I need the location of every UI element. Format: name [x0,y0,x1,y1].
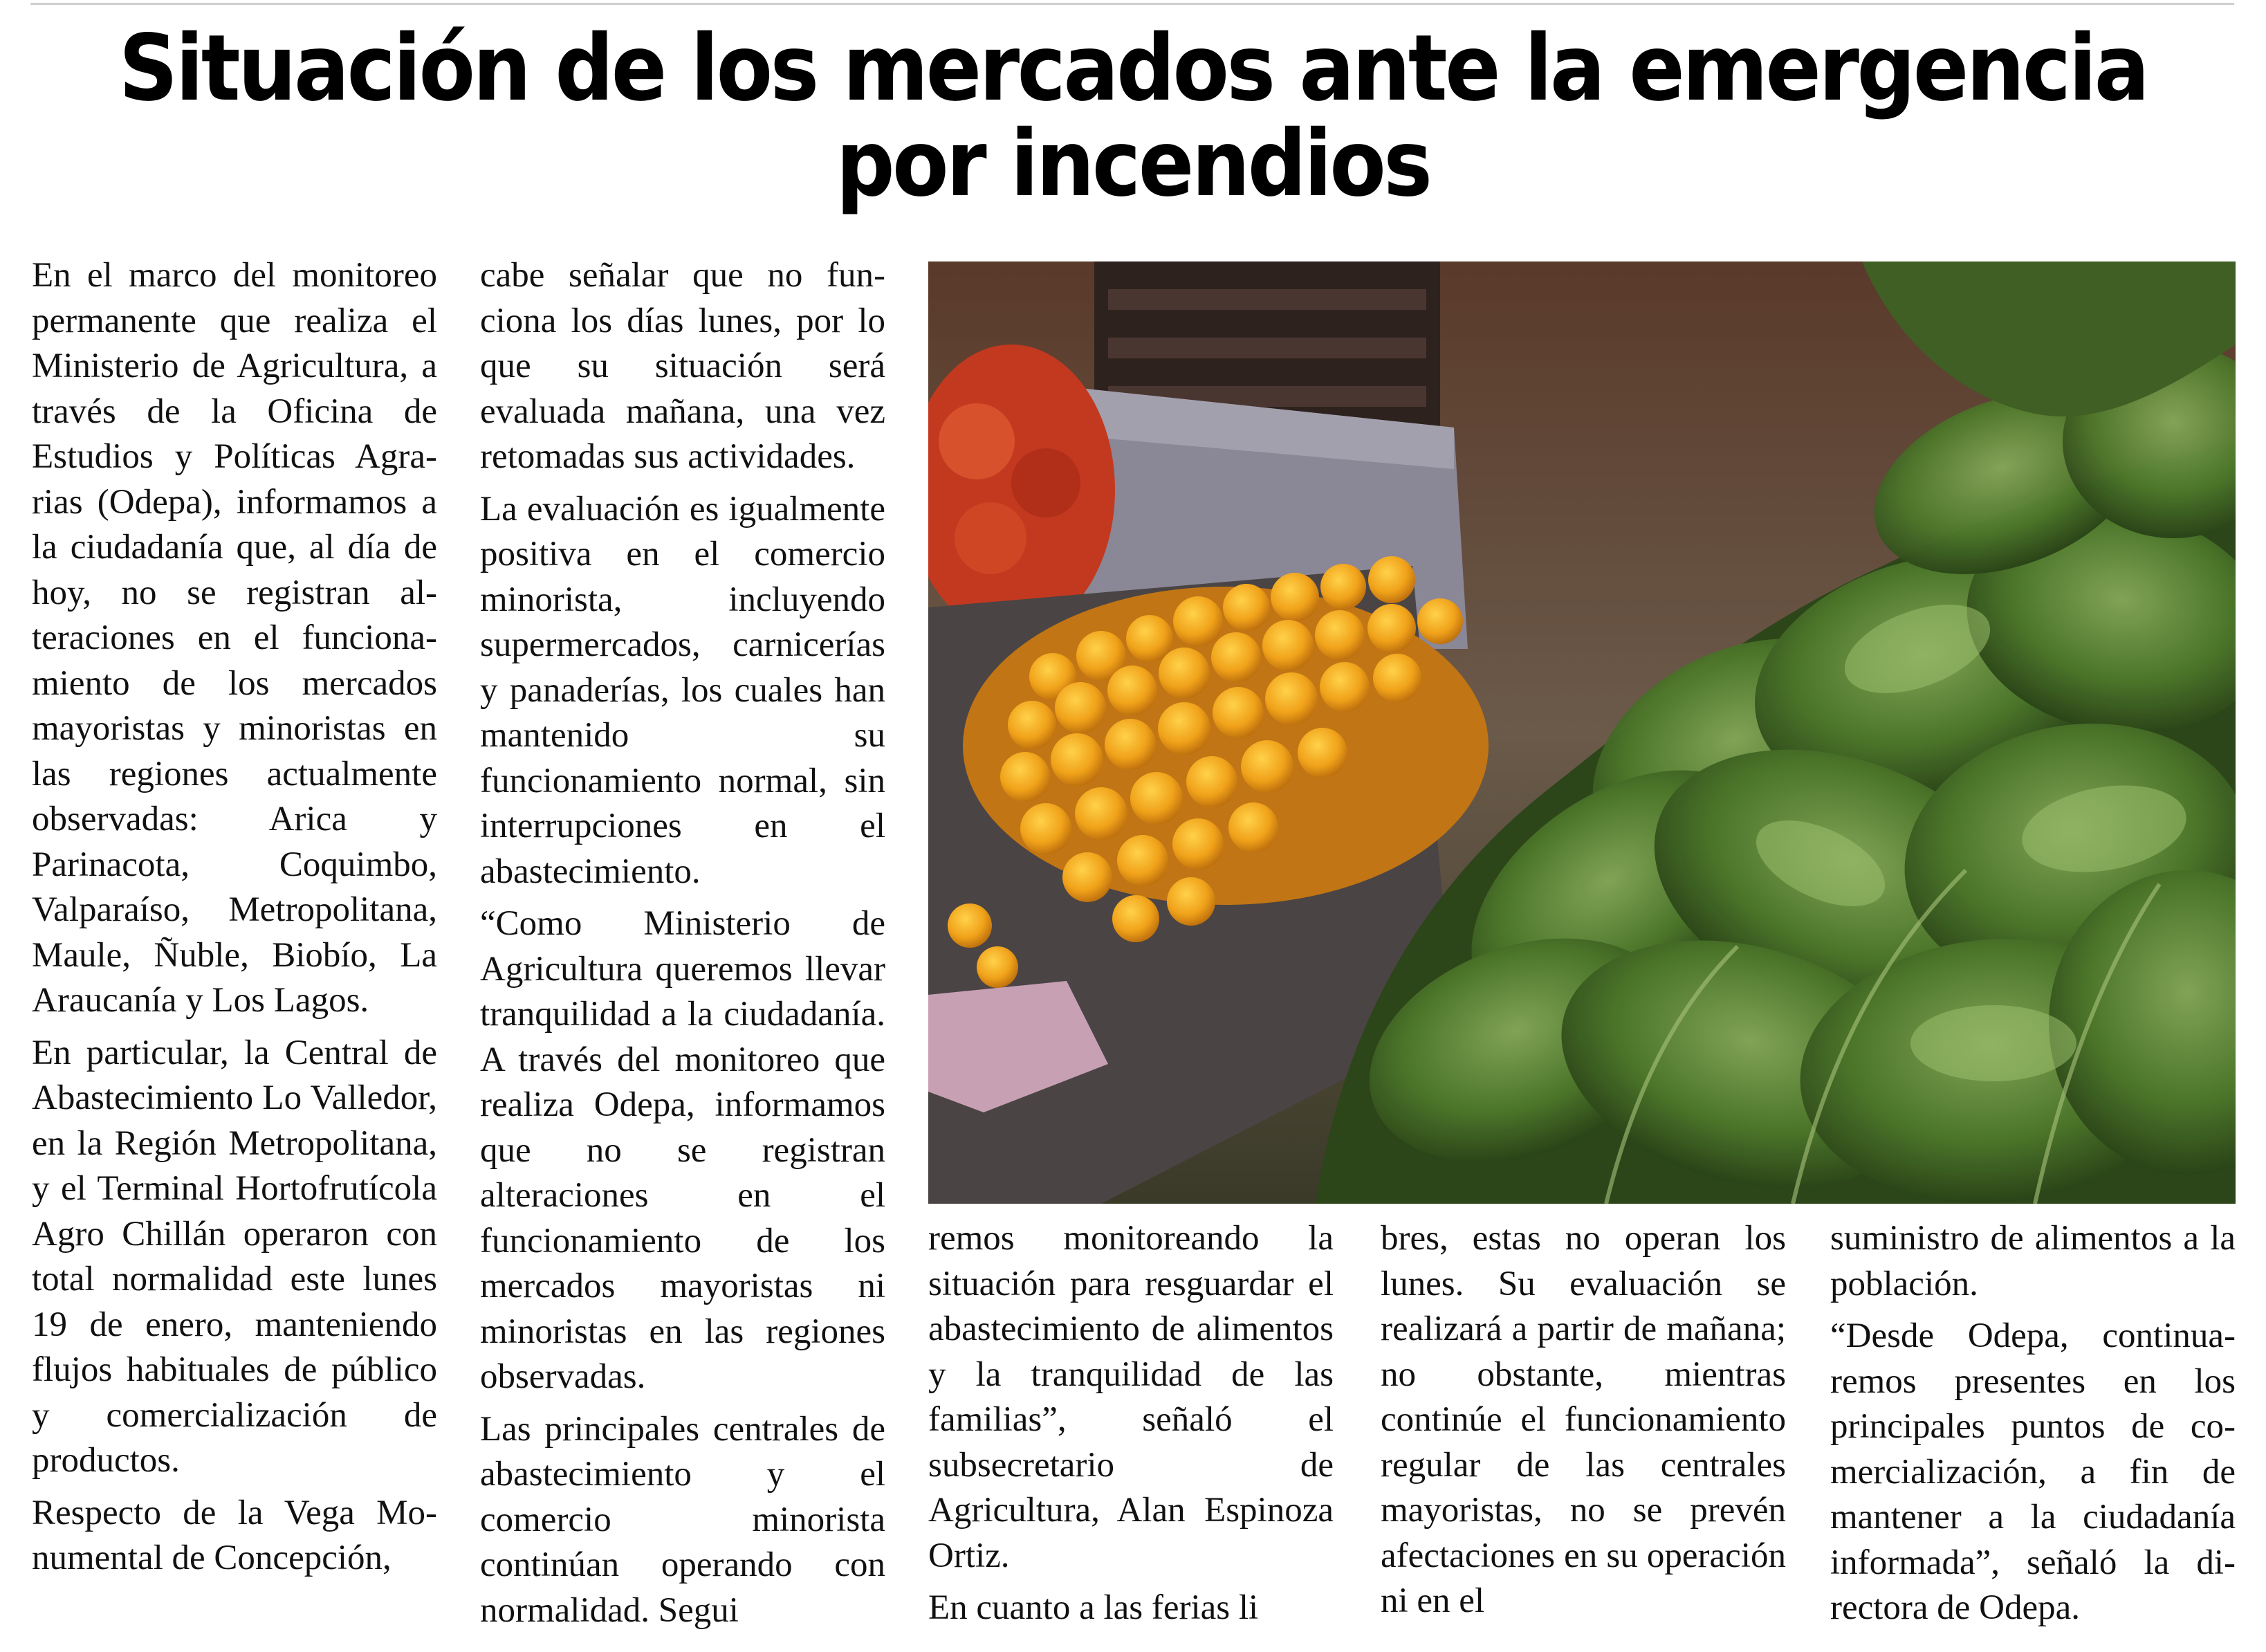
paragraph: La evaluación es igualmente positiva en el comercio minorista, incluyendo supermercados, carnicerías y panaderías, los cuales han mantenido su funcionamiento normal, sin interrupciones en el abastecimiento. [480,489,885,891]
headline-line-2: por incendios [836,111,1430,217]
paragraph: cabe señalar que no funciona los días lunes, por lo que su situación será evaluada mañana, una vez retomadas sus actividades. [480,256,885,476]
article-column-2 [480,253,885,1640]
paragraph: En el marco del monitoreo permanente que realiza el Ministerio de Agricultura, a través de la Oficina de Estudios y Políticas Agrarias (Odepa), informamos a la ciudadanía que, al día de hoy, no se registran alteraciones en el funcionamiento de los mercados mayoristas y minoristas en las regiones actualmente observadas: Arica y Parinacota, Coquimbo, Valparaíso, Metropolitana, Maule, Ñuble, Biobío, La Araucanía y Los Lagos. [32,256,437,1020]
paragraph: En cuanto a las ferias li [928,1588,1259,1627]
paragraph: remos monitoreando la situación para resguardar el abastecimiento de alimentos y la tranquilidad de las familias”, señaló el subsecretario de Agricultura, Alan Espinoza Ortiz. [928,1219,1334,1575]
paragraph: Respecto de la Vega Monumental de Concepción, [32,1493,437,1577]
top-rule [30,3,2234,5]
market-produce-photo [928,261,2236,1204]
article-column-4 [1381,1216,1786,1631]
paragraph: “Desde Odepa, continuaremos presentes en los principales puntos de comercialización, a fin de mantener a la ciudadanía informada”, señaló la directora de Odepa. [1830,1316,2236,1627]
article-column-5 [1830,1216,2236,1638]
headline-line-1: Situación de los mercados ante la emergencia [118,15,2148,122]
paragraph: suministro de alimentos a la población. [1830,1219,2236,1303]
headline [113,15,2153,217]
paragraph: “Como Ministerio de Agricultura queremos llevar tranquilidad a la ciudadanía. A través del monitoreo que realiza Odepa, informamos que no se registran alteraciones en el funcionamiento de los mercados mayoristas ni minoristas en las regiones observadas. [480,904,885,1396]
article-column-3 [928,1216,1334,1638]
paragraph: Las principales centrales de abastecimiento y el comercio minorista continúan operando con normalidad. Segui [480,1409,885,1630]
paragraph: bres, estas no operan los lunes. Su evaluación se realizará a partir de mañana; no obstante, mientras continúe el funcionamiento regular de las centrales mayoristas, no se prevén afectaciones en su operación ni en el [1381,1219,1786,1620]
paragraph: En particular, la Central de Abastecimiento Lo Valledor, en la Región Metropolitana, y el Terminal Hortofrutícola Agro Chillán operaron con total normalidad este lunes 19 de enero, manteniendo flujos habituales de público y comercialización de productos. [32,1033,437,1480]
article-column-1 [32,253,437,1588]
